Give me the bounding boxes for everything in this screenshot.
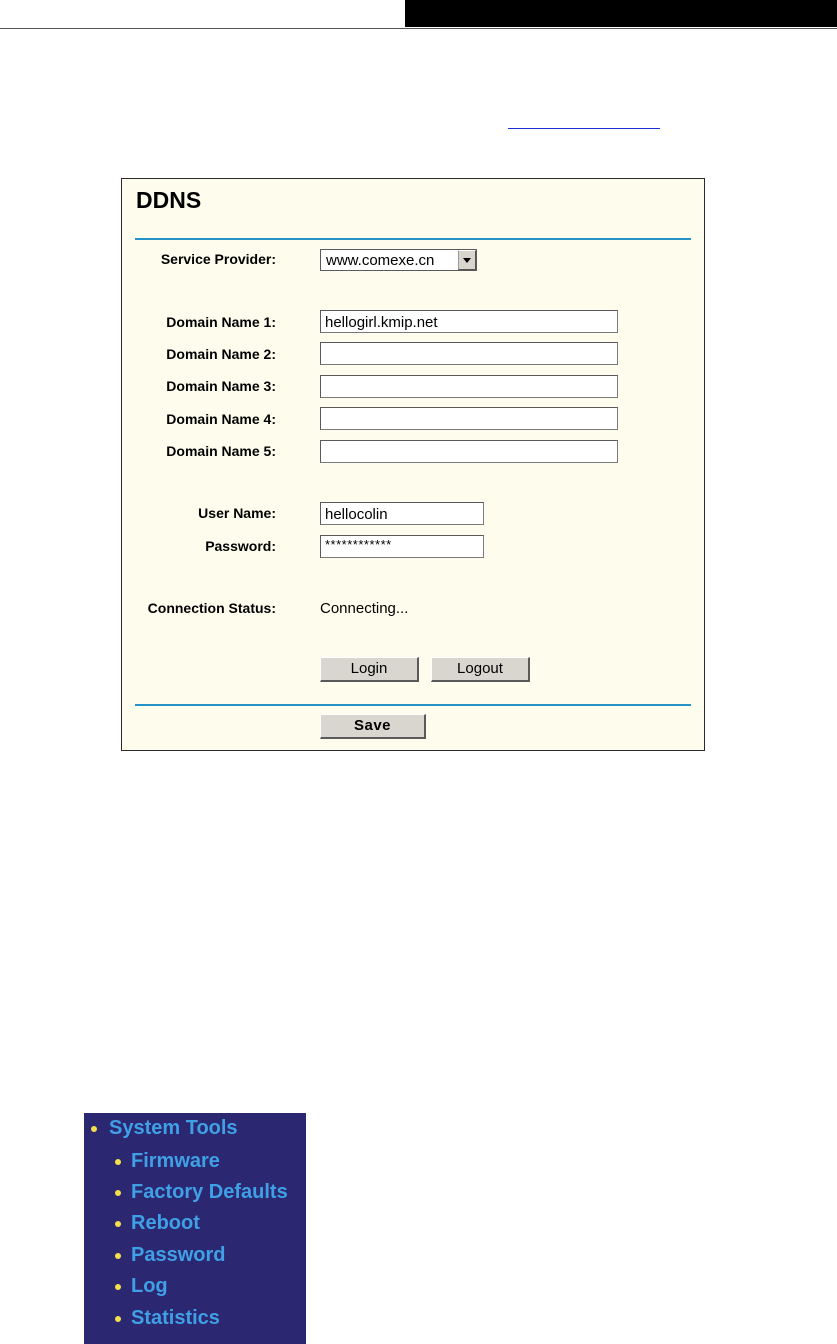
password-label: Password:: [205, 538, 276, 554]
bullet-icon: [115, 1221, 121, 1227]
domain-name-3-input[interactable]: [320, 375, 618, 398]
domain-name-5-label: Domain Name 5:: [166, 443, 276, 459]
domain-name-4-label: Domain Name 4:: [166, 411, 276, 427]
service-provider-select[interactable]: [320, 249, 477, 271]
bottom-divider: [135, 704, 691, 706]
header-rule: [0, 28, 837, 29]
menu-item-statistics[interactable]: Statistics: [131, 1307, 220, 1329]
bullet-icon: [115, 1253, 121, 1259]
logout-button[interactable]: Logout: [431, 657, 530, 682]
panel-title: DDNS: [136, 187, 202, 213]
bullet-icon: [115, 1284, 121, 1290]
system-tools-menu: [84, 1113, 306, 1344]
bullet-icon: [91, 1126, 97, 1132]
connection-status-label: Connection Status:: [147, 600, 276, 616]
domain-name-2-label: Domain Name 2:: [166, 346, 276, 362]
domain-name-1-label: Domain Name 1:: [166, 314, 276, 330]
user-name-label: User Name:: [198, 505, 276, 521]
menu-item-reboot[interactable]: Reboot: [131, 1212, 200, 1234]
bullet-icon: [115, 1159, 121, 1165]
hyperlink-underline[interactable]: [508, 128, 660, 129]
menu-item-password[interactable]: Password: [131, 1244, 226, 1266]
service-provider-value: www.comexe.cn: [326, 252, 435, 269]
password-input[interactable]: ************: [320, 535, 484, 558]
bullet-icon: [115, 1190, 121, 1196]
top-divider: [135, 238, 691, 240]
chevron-down-icon[interactable]: [458, 250, 476, 270]
domain-name-2-input[interactable]: [320, 342, 618, 365]
domain-name-1-input[interactable]: hellogirl.kmip.net: [320, 310, 618, 333]
save-button[interactable]: Save: [320, 714, 426, 739]
ddns-panel: [121, 178, 705, 751]
menu-item-factory-defaults[interactable]: Factory Defaults: [131, 1181, 288, 1203]
bullet-icon: [115, 1316, 121, 1322]
menu-title-system-tools[interactable]: System Tools: [109, 1117, 238, 1139]
login-button[interactable]: Login: [320, 657, 419, 682]
connection-status-value: Connecting...: [320, 600, 409, 617]
user-name-input[interactable]: hellocolin: [320, 502, 484, 525]
service-provider-label: Service Provider:: [160, 251, 276, 267]
header-bar: [405, 0, 837, 27]
domain-name-5-input[interactable]: [320, 440, 618, 463]
domain-name-4-input[interactable]: [320, 407, 618, 430]
menu-item-log[interactable]: Log: [131, 1275, 168, 1297]
domain-name-3-label: Domain Name 3:: [166, 378, 276, 394]
menu-item-firmware[interactable]: Firmware: [131, 1150, 220, 1172]
